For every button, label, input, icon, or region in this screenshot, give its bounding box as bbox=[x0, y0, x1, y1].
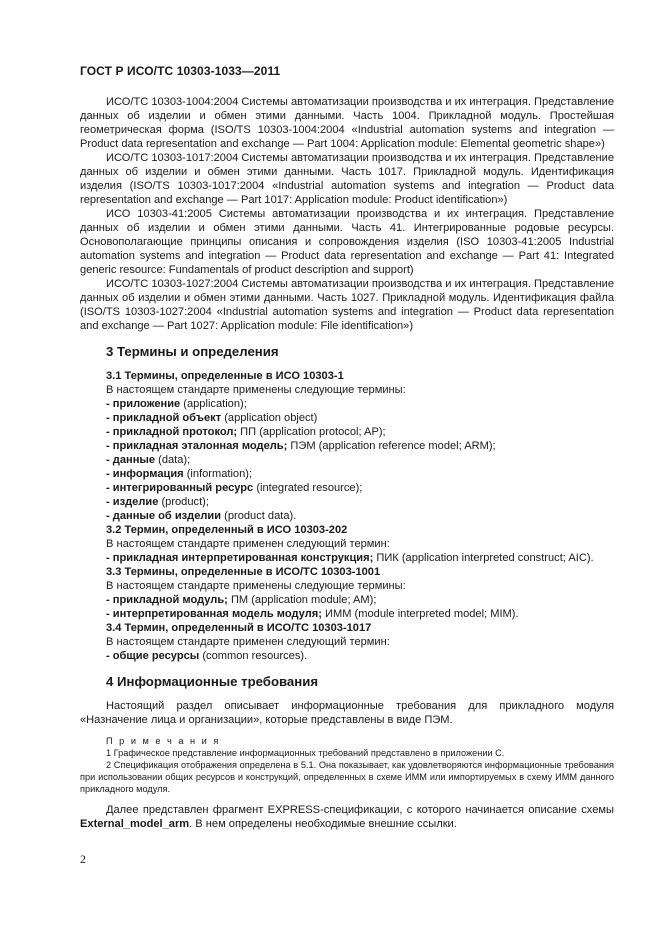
term-item bbox=[80, 481, 614, 495]
term-name: - прикладной объект bbox=[106, 412, 222, 424]
term-translation: (integrated resource); bbox=[253, 482, 363, 494]
term-translation: (product); bbox=[158, 496, 209, 508]
term-translation: (information); bbox=[183, 468, 253, 480]
term-name: - приложение bbox=[106, 398, 181, 410]
term-translation: ПЭМ (application reference model; ARM); bbox=[287, 440, 496, 452]
closing-paragraph bbox=[80, 803, 614, 831]
term-translation: ПП (application protocol; AP); bbox=[237, 426, 386, 438]
note-item: 2 Спецификация отображения определена в 5.1. Она показывает, как удовлетворяются информационные требования при использовании общих ресурсов и конструкций, определенных в схеме ИММ или импортируемых в схему ИММ данного прикладного модуля. bbox=[80, 760, 614, 794]
term-name: - данные об изделии bbox=[106, 510, 222, 522]
reference-paragraph: ИСО/ТС 10303-1027:2004 Системы автоматизации производства и их интеграция. Представление данных об изделии и обмен этими данными. Часть 1027. Прикладной модуль. Идентификация файла (ISO/TS 10303-1027:2004 «Industrial automation systems and integration — Product data representation and exchange — Part 1027: Application module: File identification») bbox=[80, 278, 614, 332]
term-item bbox=[80, 439, 614, 453]
term-name: - интерпретированная модель модуля; bbox=[106, 608, 322, 620]
term-item bbox=[80, 495, 614, 509]
term-item bbox=[80, 551, 614, 565]
schema-name: External_model_arm bbox=[80, 818, 190, 830]
notes-block bbox=[80, 735, 614, 795]
term-name: - общие ресурсы bbox=[106, 650, 200, 662]
reference-paragraph: ИСО 10303-41:2005 Системы автоматизации производства и их интеграция. Представление данных об изделии и обмен этими данными. Часть 41. Интегрированные родовые ресурсы. Основополагающие принципы описания и сопровождения изделия (ISO 10303-41:2005 Industrial automation systems and integration — Product data representation and exchange — Part 41: Integrated generic resource: Fundamentals of product description and support) bbox=[80, 208, 614, 276]
term-translation: (common resources). bbox=[199, 650, 308, 662]
term-name: - прикладная эталонная модель; bbox=[106, 440, 288, 452]
term-translation: (data); bbox=[155, 454, 191, 466]
subsection-intro: В настоящем стандарте применены следующие термины: bbox=[106, 384, 406, 396]
closing-text: Далее представлен фрагмент EXPRESS-спецификации, с которого начинается описание схемы bbox=[106, 804, 614, 816]
normative-references bbox=[80, 95, 614, 333]
term-name: - данные bbox=[106, 454, 156, 466]
term-translation: (application); bbox=[180, 398, 247, 410]
notes-heading: П р и м е ч а н и я bbox=[106, 736, 221, 746]
reference-paragraph: ИСО/ТС 10303-1004:2004 Системы автоматизации производства и их интеграция. Представление данных об изделии и обмен этими данными. Часть 1004. Прикладной модуль. Простейшая геометрическая форма (ISO/TS 10303-1004:2004 «Industrial automation systems and integration — Product data representation and exchange — Part 1004: Application module: Elemental geometric shape») bbox=[80, 96, 614, 150]
page-number: 2 bbox=[80, 852, 86, 866]
section-4-paragraph: Настоящий раздел описывает информационные требования для прикладного модуля «Назначение лица и организации», которые представлены в виде ПЭМ. bbox=[80, 700, 614, 726]
term-name: - прикладной протокол; bbox=[106, 426, 238, 438]
section-3-heading: 3 Термины и определения bbox=[106, 344, 279, 359]
term-translation: ПИК (application interpreted construct; AIC). bbox=[373, 552, 594, 564]
term-item bbox=[80, 509, 614, 523]
subsection-3-1-heading: 3.1 Термины, определенные в ИСО 10303-1 bbox=[106, 370, 344, 382]
section-4-heading: 4 Информационные требования bbox=[106, 674, 319, 689]
note-item: 1 Графическое представление информационных требований представлено в приложении С. bbox=[106, 748, 505, 758]
term-item bbox=[80, 411, 614, 425]
term-name: - информация bbox=[106, 468, 184, 480]
subsection-3-3-heading: 3.3 Термины, определенные в ИСО/ТС 10303-1001 bbox=[106, 566, 381, 578]
term-item bbox=[80, 607, 614, 621]
term-item bbox=[80, 425, 614, 439]
closing-text-end: . В нем определены необходимые внешние ссылки. bbox=[189, 818, 457, 830]
subsection-intro: В настоящем стандарте применены следующие термины: bbox=[106, 580, 406, 592]
term-item bbox=[80, 649, 614, 663]
page-header: ГОСТ Р ИСО/ТС 10303-1033—2011 bbox=[80, 64, 281, 78]
subsection-3-4-heading: 3.4 Термин, определенный в ИСО/ТС 10303-1017 bbox=[106, 622, 372, 634]
term-translation: ИММ (module interpreted model; MIM). bbox=[321, 608, 519, 620]
subsection-3-2-heading: 3.2 Термин, определенный в ИСО 10303-202 bbox=[106, 524, 348, 536]
term-item bbox=[80, 453, 614, 467]
term-name: - интегрированный ресурс bbox=[106, 482, 254, 494]
subsection-intro: В настоящем стандарте применен следующий термин: bbox=[106, 538, 390, 550]
term-translation: (product data). bbox=[221, 510, 297, 522]
term-item bbox=[80, 397, 614, 411]
term-name: - изделие bbox=[106, 496, 159, 508]
term-translation: (application object) bbox=[221, 412, 318, 424]
term-name: - прикладной модуль; bbox=[106, 594, 228, 606]
term-name: - прикладная интерпретированная конструкция; bbox=[106, 552, 374, 564]
reference-paragraph: ИСО/ТС 10303-1017:2004 Системы автоматизации производства и их интеграция. Представление данных об изделии и обмен этими данными. Часть 1017. Прикладной модуль. Идентификация изделия (ISO/TS 10303-1017:2004 «Industrial automation systems and integration — Product data representation and exchange — Part 1017: Application module: Product identification») bbox=[80, 152, 614, 206]
term-item bbox=[80, 593, 614, 607]
term-item bbox=[80, 467, 614, 481]
subsection-intro: В настоящем стандарте применен следующий термин: bbox=[106, 636, 390, 648]
page-content bbox=[80, 95, 614, 831]
term-translation: ПМ (application module; AM); bbox=[227, 594, 377, 606]
